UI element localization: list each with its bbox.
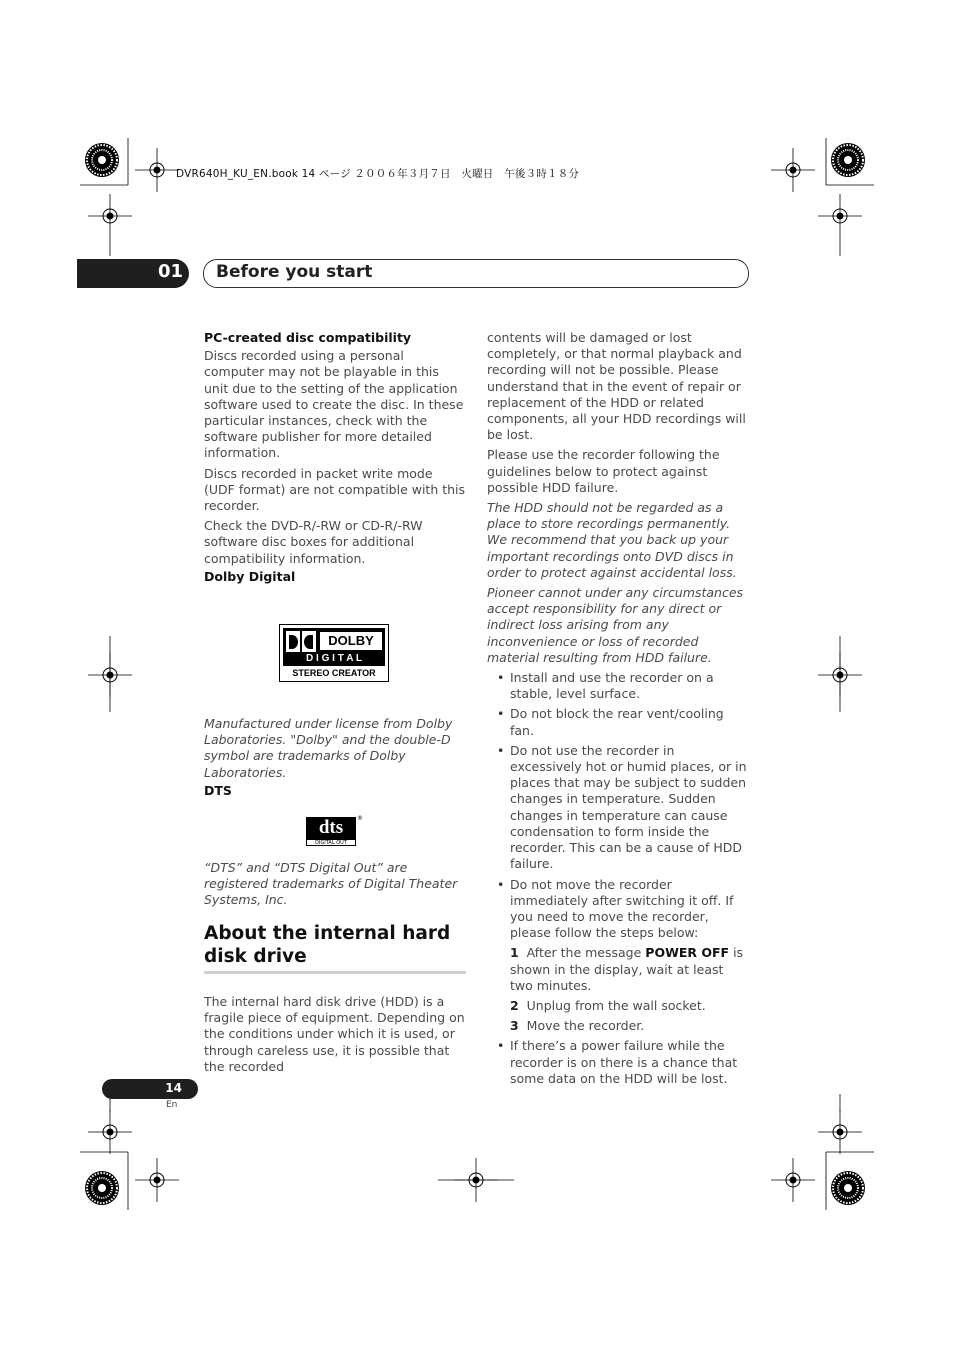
hdd-paragraph: contents will be damaged or lost completely, or that normal playback and recording will not be possible. Please understand that in the event of repair or replacement of the HDD or related components, all your HDD recordings will be lost. — [487, 330, 746, 443]
dts-logo-digital-out: DIGITAL OUT — [306, 839, 356, 846]
chapter-title: Before you start — [216, 262, 373, 282]
pc-compat-paragraph: Discs recorded using a personal computer may not be playable in this unit due to the setting of the application software used to create the disc. In these particular instances, check with the software publisher for more detailed information. — [204, 348, 464, 461]
step-number: 3 — [510, 1018, 519, 1034]
chapter-title-bar — [203, 259, 749, 288]
list-item: • Do not move the recorder immediately after switching it off. If you need to move the recorder, please follow the steps below: — [487, 877, 749, 942]
pc-compat-paragraph: Check the DVD-R/-RW or CD-R/-RW software disc boxes for additional compatibility information. — [204, 518, 423, 566]
hdd-liability-note: Pioneer cannot under any circumstances accept responsibility for any direct or indirect loss arising from any inconvenience or loss of recorded material resulting from HDD failure. — [487, 585, 744, 665]
list-item: • Install and use the recorder on a stable, level surface. — [487, 670, 749, 702]
step-text: Unplug from the wall socket. — [526, 997, 706, 1013]
registration-mark-icon — [88, 194, 132, 238]
step-item — [487, 998, 749, 1014]
chapter-number: 01 — [157, 261, 183, 282]
chapter-number-badge — [77, 259, 189, 288]
hdd-section — [204, 922, 466, 1079]
registration-mark-icon — [771, 148, 815, 192]
page-number-badge — [102, 1079, 198, 1099]
registration-mark-icon — [818, 1110, 862, 1154]
step-item — [487, 1018, 749, 1034]
step-number: 1 — [510, 945, 519, 961]
print-header: DVR640H_KU_EN.book 14 ページ ２００６年３月７日 火曜日 午後３時１８分 — [176, 168, 580, 180]
registration-mark-icon — [771, 1158, 815, 1202]
dolby-logo-stereo-creator: STEREO CREATOR — [292, 668, 376, 678]
star-target-icon — [831, 143, 865, 177]
step-number: 2 — [510, 997, 519, 1013]
hdd-backup-note: The HDD should not be regarded as a place to store recordings permanently. We recommend that you back up your important recordings onto DVD discs in order to protect against accidental loss. — [487, 500, 737, 580]
double-d-icon — [286, 631, 318, 653]
list-item: • If there’s a power failure while the recorder is on there is a chance that some data on the HDD will be lost. — [487, 1038, 749, 1087]
page-number: 14 — [165, 1081, 182, 1095]
registration-mark-icon — [818, 194, 862, 238]
list-item: • Do not block the rear vent/cooling fan. — [487, 706, 749, 738]
registered-mark: ® — [357, 815, 363, 822]
step-message: POWER OFF — [645, 945, 730, 961]
hdd-guidelines-list — [487, 670, 749, 941]
hdd-section-heading: About the internal hard disk drive — [204, 922, 466, 974]
pc-compat-heading: PC-created disc compatibility — [204, 330, 412, 345]
dolby-logo-digital: D I G I T A L — [283, 652, 385, 666]
hdd-guidelines-list — [487, 1038, 749, 1087]
right-column — [487, 330, 749, 1091]
dts-trademark-note: “DTS” and “DTS Digital Out” are registered trademarks of Digital Theater Systems, Inc. — [204, 860, 458, 908]
dolby-heading: Dolby Digital — [204, 569, 296, 584]
hdd-paragraph: Please use the recorder following the guidelines below to protect against possible HDD failure. — [487, 447, 720, 495]
left-column — [204, 330, 466, 571]
registration-mark-icon — [135, 1158, 179, 1202]
list-item: • Do not use the recorder in excessively hot or humid places, or in places that may be subject to sudden changes in temperature. Sudden changes in temperature can cause condensation to form inside the recorder. This can be a cause of HDD failure. — [487, 743, 749, 873]
star-target-icon — [85, 1171, 119, 1205]
registration-mark-icon — [135, 148, 179, 192]
dts-logo-wordmark: dts — [306, 817, 356, 839]
page-language: En — [166, 1100, 178, 1110]
star-target-icon — [85, 143, 119, 177]
registration-mark-icon — [88, 1110, 132, 1154]
pc-compat-paragraph: Discs recorded in packet write mode (UDF format) are not compatible with this recorder. — [204, 465, 466, 514]
star-target-icon — [831, 1171, 865, 1205]
step-text: is shown in the display, wait at least two minutes. — [510, 945, 744, 993]
dolby-logo-wordmark: DOLBY — [320, 632, 382, 650]
step-text: Move the recorder. — [526, 1018, 645, 1034]
step-text: After the message — [526, 945, 646, 961]
dts-logo — [306, 815, 363, 847]
dts-heading: DTS — [204, 783, 232, 798]
hdd-intro-paragraph: The internal hard disk drive (HDD) is a fragile piece of equipment. Depending on the conditions under which it is used, or through careless use, it is possible that the recorded — [204, 994, 465, 1074]
dolby-digital-logo — [279, 624, 389, 682]
dolby-trademark-note: Manufactured under license from Dolby Laboratories. "Dolby" and the double-D symbol are trademarks of Dolby Laboratories. — [204, 716, 453, 780]
step-item — [487, 945, 749, 994]
